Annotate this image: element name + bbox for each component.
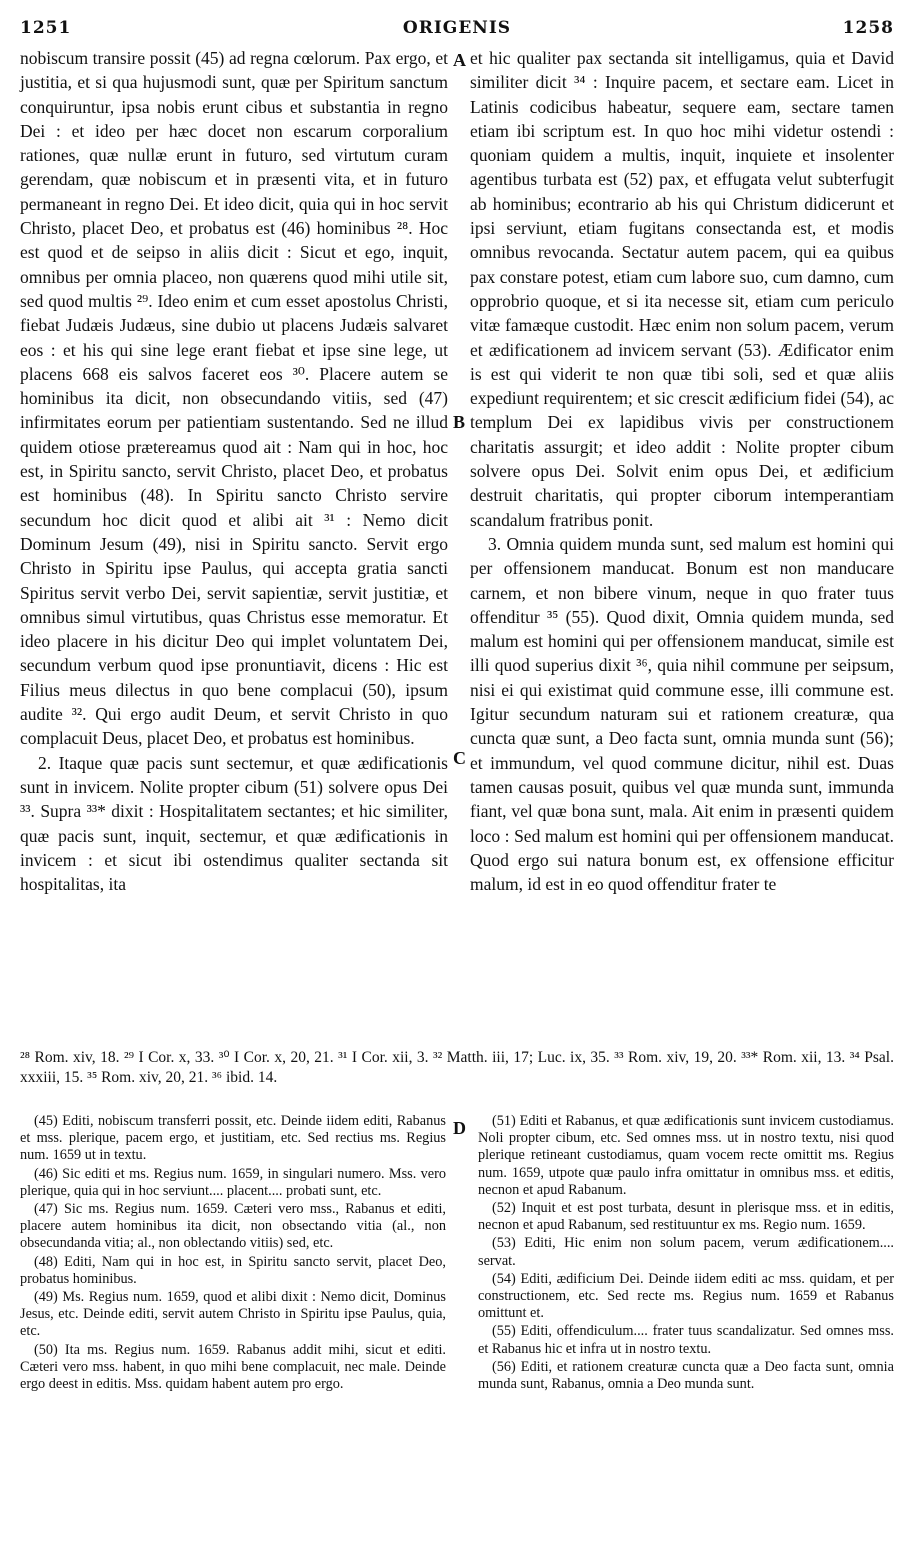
page-number-right: 1258 bbox=[842, 18, 894, 38]
paragraph: 2. Itaque quæ pacis sunt sectemur, et quæ ædificationis sunt in invicem. Nolite propter cibum (51) solvere opus Dei ³³. Supra ³³* dixit : Hospitalitatem sectantes; et hic similiter, quæ pacis sunt, inquit, sectemur, et quæ ædificationis in invicem : et sicut ibi ostendimus qualiter sectanda sit hospitalitas, ita bbox=[20, 752, 448, 895]
paragraph: 3. Omnia quidem munda sunt, sed malum est homini qui per offensionem manducat. Bonum est non manducare carnem, et non bibere vinum, neque in quo frater tuus offenditur ³⁵ (55). Quod dixit, Omnia quidem munda, sed malum est homini qui per offensionem manducat, simile est illi quod superius dixit ³⁶, quia nihil commune per seipsum, nisi ei qui existimat quid commune esse, illi commune est. Igitur secundum naturam sui et rationem creaturæ, qua cuncta quæ sunt, a Deo facta sunt, omnia munda sunt (56); et immundum, vel quod commune dicitur, nihil est. Duas tamen causas posuit, quibus vel quæ munda sunt, immunda fiant, vel quæ bona sunt, mala. Ait enim in præsenti quidem loco : Sed malum est homini qui per offensionem manducat. Quod ergo sui natura bonum est, ex offensione efficitur malum, id est in eo quod offenditur frater te bbox=[470, 533, 894, 895]
right-text-column bbox=[470, 46, 894, 896]
note: (48) Editi, Nam qui in hoc est, in Spiritu sancto servit, placet Deo, probatus hominibus. bbox=[20, 1253, 446, 1287]
left-text-column bbox=[20, 46, 448, 896]
note: (52) Inquit et est post turbata, desunt in plerisque mss. et in editis, necnon et apud Rabanum, sed restituuntur ex ms. Regio num. 1659. bbox=[478, 1200, 894, 1234]
note: (49) Ms. Regius num. 1659, quod et alibi dixit : Nemo dicit, Dominus Jesus, etc. Deinde editi, servit autem Christo in Spiritu ipse Paulus, quia, etc. bbox=[20, 1289, 446, 1340]
note: (47) Sic ms. Regius num. 1659. Cæteri vero mss., Rabanus et editi, placere autem hominibus ita dicit, non obsectando vitia (al., non obsecundanda vitia; al., non oblectando vitiis) sed, etc. bbox=[20, 1201, 446, 1252]
note: (56) Editi, et rationem creaturæ cuncta quæ a Deo facta sunt, omnia munda sunt, Rabanus, omnia a Deo munda sunt. bbox=[478, 1358, 894, 1393]
margin-letter-d: D bbox=[453, 1118, 466, 1138]
note: (46) Sic editi et ms. Regius num. 1659, in singulari numero. Mss. vero plerique, quia qui in hoc serviunt.... placent.... probati sunt, etc. bbox=[20, 1165, 446, 1199]
scripture-footnotes bbox=[20, 1048, 894, 1088]
margin-letter-c: C bbox=[453, 748, 466, 768]
page-header bbox=[20, 18, 894, 46]
note: (55) Editi, offendiculum.... frater tuus scandalizatur. Sed omnes mss. et Rabanus hic et infra ut in nostro textu. bbox=[478, 1323, 894, 1357]
page-number-left: 1251 bbox=[20, 18, 72, 38]
margin-letter-b: B bbox=[453, 412, 466, 432]
note: (51) Editi et Rabanus, et quæ ædificationis sunt invicem custodiamus. Noli propter cibum, etc. Sed omnes mss. ut in nostro textu, nisi quod plerique retineant custodiamus, quam vocem recte omittit ms. Regius num. 1659, utpote quæ paulo infra omittatur in omnibus mss. et editis, necnon et apud Rabanum. bbox=[478, 1113, 894, 1198]
note: (50) Ita ms. Regius num. 1659. Rabanus addit mihi, sicut et editi. Cæteri vero mss. habent, in quo mihi bene complacuit, nec male. Deinde ergo deest in editis. Mss. quidam habent autem pro ergo. bbox=[20, 1341, 446, 1393]
running-title: ORIGENIS bbox=[402, 18, 512, 38]
footnote-line: ²⁸ Rom. xiv, 18. ²⁹ I Cor. x, 33. ³⁰ I Cor. x, 20, 21. ³¹ I Cor. xii, 3. ³² Matth. iii, 17; Luc. ix, 35. ³³ Rom. xiv, 19, 20. ³³* Rom. xii, 13. ³⁴ Psal. xxxiii, 15. ³⁵ Rom. xiv, 20, 21. ³⁶ ibid. 14. bbox=[20, 1049, 894, 1086]
critical-notes-left bbox=[20, 1113, 446, 1394]
note: (53) Editi, Hic enim non solum pacem, verum ædificationem.... servat. bbox=[478, 1235, 894, 1269]
note: (45) Editi, nobiscum transferri possit, etc. Deinde iidem editi, Rabanus et mss. plerique, pacem ergo, et justitiam, etc. Sed rectius ms. Regius num. 1659 ut in textu. bbox=[20, 1113, 446, 1164]
paragraph: nobiscum transire possit (45) ad regna cœlorum. Pax ergo, et justitia, et si qua hujusmodi sunt, quæ per Spiritum sanctum conquiruntur, ipsa nobis erunt cibus et substantia in regno Dei : et ideo per hæc docet non escarum corporalium rationes, quæ nullæ erunt in futuro, sed virtutum curam gerendam, quæ nobiscum et in præsenti vita, et in futuro permaneant in regno Dei. Et ideo dicit, quia qui in hoc servit Christo, placet Deo, et probatus est (46) hominibus ²⁸. Hoc est quod et de seipso in aliis dicit : Sicut et ego, inquit, omnibus per omnia placeo, non quærens quod mihi utile sit, sed quod multis ²⁹. Ideo enim et cum esset apostolus Christi, fiebat Judæis Judæus, sine dubio ut placens Judæis salvaret eos : et his qui sine lege erant fiebat et ipse sine lege, ut placens 668 eis salvos faceret eos ³⁰. Placere autem se hominibus ita dicit, non obsecundando vitiis, sed (47) infirmitates eorum per patientiam sustentando. Sed ne illud quidem otiose prætereamus quod ait : Nam qui in hoc, hoc est, in Spiritu sancto, servit Christo, placet Deo, et probatus est hominibus (48). In Spiritu sancto Christo servire secundum hoc dicit quod et alibi ait ³¹ : Nemo dicit Dominum Jesum (49), nisi in Spiritu sancto. Servit ergo Christo in Spiritu ipse Paulus, qui accepta gratia sancti Spiritus servit verbo Dei, servit sapientiæ, servit justitiæ, et omnibus simul virtutibus, quas Christus esse memoratur. Et ideo placere in his dicitur Deo qui implet voluntatem Dei, secundum verbum quod ipse pronuntiavit, dicens : Hic est Filius meus dilectus in quo bene complacui (50), ipsum audite ³². Qui ergo audit Deum, et servit Christo in quo complacuit Deus, placet Deo, et probatus est hominibus. bbox=[20, 48, 448, 749]
critical-notes-right bbox=[478, 1113, 894, 1394]
note: (54) Editi, ædificium Dei. Deinde iidem editi ac mss. quidam, et per constructionem, etc. Sed recte ms. Regius num. 1659 et Rabanus omittunt et. bbox=[478, 1270, 894, 1322]
paragraph: et hic qualiter pax sectanda sit intelligamus, quia et David similiter dicit ³⁴ : Inquire pacem, et sectare eam. Licet in Latinis codicibus habeatur, sequere eam, sectare tamen etiam ibi scriptum est. In quo hoc mihi videtur ostendi : quoniam quidem a multis, inquit, inquiete et insolenter agentibus turbata est (52) pax, et effugata velut subterfugit ab hominibus; econtrario ab his qui Christum didicerunt et ipsi serviunt, etiam fugitans consectanda est, et modis omnibus revocanda. Sectatur autem pacem, qui ea quibus pax constare potest, etiam cum labore suo, cum damno, cum opprobrio quoque, et si ita necesse sit, etiam cum periculo vitæ famæque custodit. Hæc enim non solum pacem, verum et ædificationem ad invicem servant (53). Ædificator enim is est qui viderit te non quæ tibi soli, sed et quæ aliis expediunt requirentem; et sic crescit ædificium fidei (54), ac templum Dei ex lapidibus vivis per constructionem charitatis assurgit; et ideo addit : Nolite propter cibum solvere opus Dei. Solvit enim opus Dei, et ædificium destruit charitatis, qui propter ciborum intemperantiam scandalum fratribus ponit. bbox=[470, 48, 894, 530]
margin-letter-a: A bbox=[453, 50, 466, 70]
